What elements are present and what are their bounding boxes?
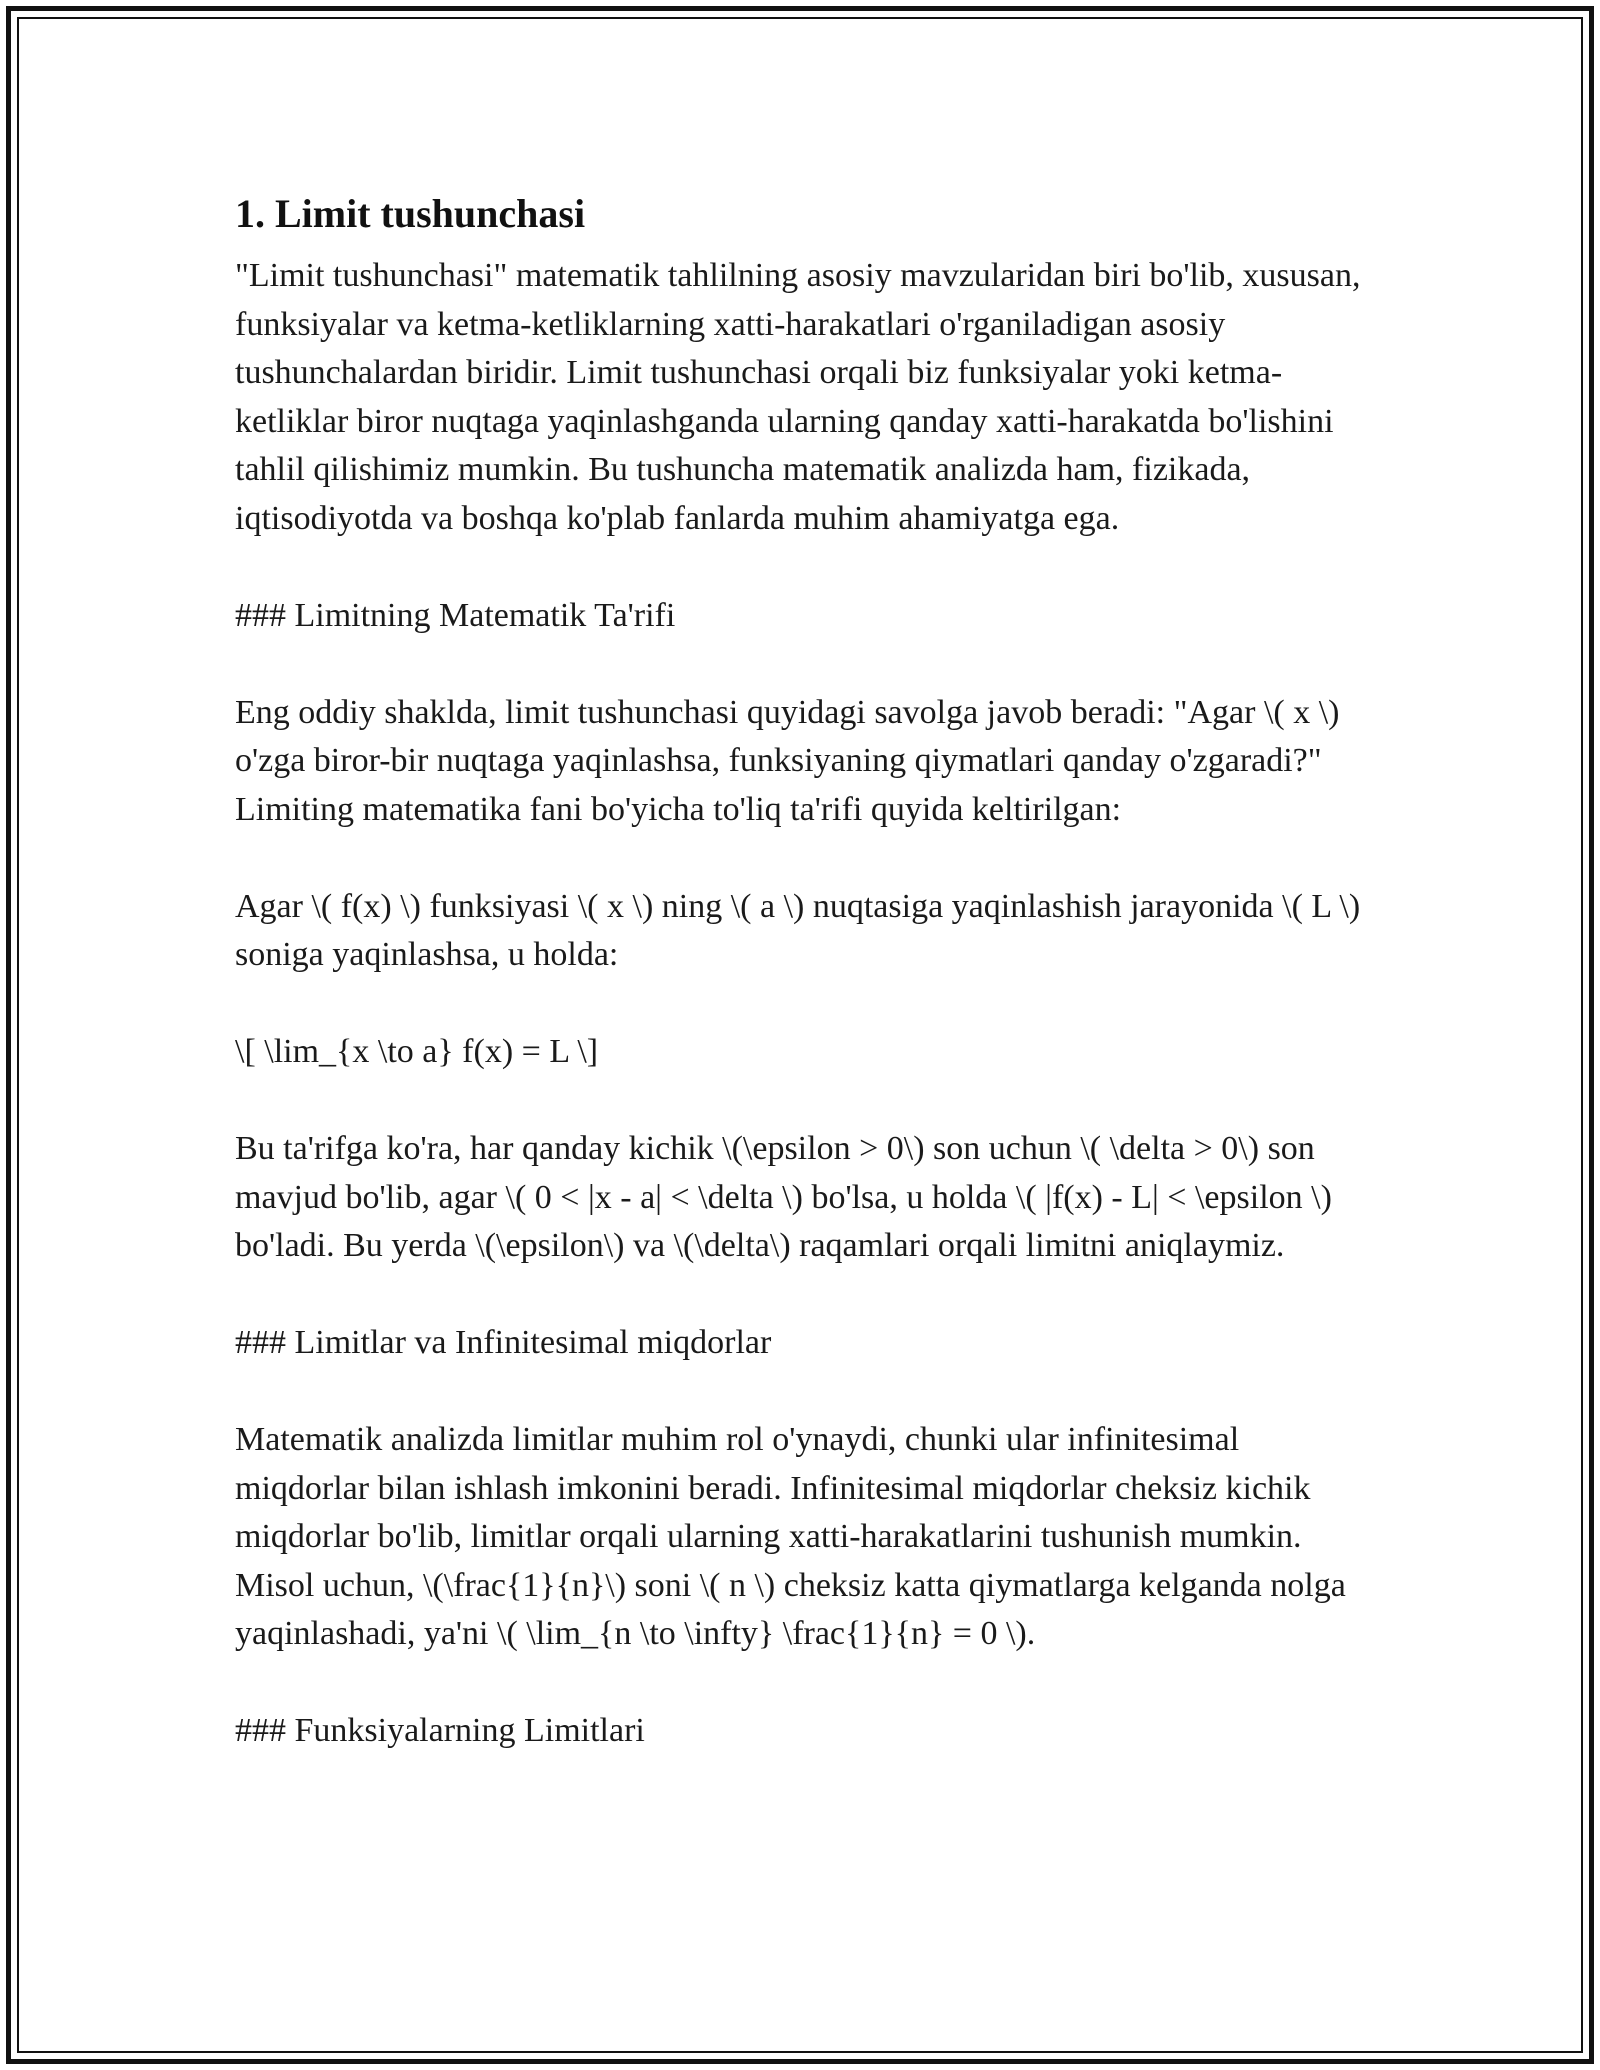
definition-condition-paragraph: Agar \( f(x) \) funksiyasi \( x \) ning \( a \) nuqtasiga yaqinlashish jarayonida \( L \) soniga yaqinlashsa, u holda: bbox=[235, 887, 1361, 973]
definition-question-paragraph: Eng oddiy shaklda, limit tushunchasi quyidagi savolga javob beradi: "Agar \( x \) o'zga biror-bir nuqtaga yaqinlashsa, funksiyaning qiymatlari qanday o'zgaradi?" Limiting matematika fani bo'yicha to'liq ta'rifi quyida keltirilgan: bbox=[235, 693, 1340, 828]
section-heading-infinitesimal: ### Limitlar va Infinitesimal miqdorlar bbox=[235, 1324, 772, 1361]
document-title: 1. Limit tushunchasi bbox=[235, 191, 586, 236]
section-heading-definition: ### Limitning Matematik Ta'rifi bbox=[235, 596, 676, 634]
epsilon-delta-paragraph: Bu ta'rifga ko'ra, har qanday kichik \(\epsilon > 0\) son uchun \( \delta > 0\) son mavjud bo'lib, agar \( 0 < |x - a| < \delta \) bo'lsa, u holda \( |f(x) - L| < \epsilon \) bo'ladi. Bu yerda \(\epsilon\) va \(\delta\) raqamlari orqali limitni aniqlaymiz. bbox=[235, 1130, 1332, 1264]
document-body bbox=[235, 186, 1375, 1756]
infinitesimal-paragraph: Matematik analizda limitlar muhim rol o'ynaydi, chunki ular infinitesimal miqdorlar bilan ishlash imkonini beradi. Infinitesimal miqdorlar cheksiz kichik miqdorlar bo'lib, limitlar orqali ularning xatti-harakatlarini tushunish mumkin. Misol uchun, \(\frac{1}{n}\) soni \( n \) cheksiz katta qiymatlarga kelganda nolga yaqinlashadi, ya'ni \( \lim_{n \to \infty} \frac{1}{n} = 0 \). bbox=[235, 1421, 1346, 1652]
intro-paragraph: "Limit tushunchasi" matematik tahlilning asosiy mavzularidan biri bo'lib, xususan, funksiyalar va ketma-ketliklarning xatti-harakatlari o'rganiladigan asosiy tushunchalardan biridir. Limit tushunchasi orqali biz funksiyalar yoki ketma-ketliklar biror nuqtaga yaqinlashganda ularning qanday xatti-harakatda bo'lishini tahlil qilishimiz mumkin. Bu tushuncha matematik analizda ham, fizikada, iqtisodiyotda va boshqa ko'plab fanlarda muhim ahamiyatga ega. bbox=[235, 257, 1361, 537]
limit-formula: \[ \lim_{x \to a} f(x) = L \] bbox=[235, 1033, 599, 1070]
section-heading-function-limits: ### Funksiyalarning Limitlari bbox=[235, 1712, 645, 1749]
